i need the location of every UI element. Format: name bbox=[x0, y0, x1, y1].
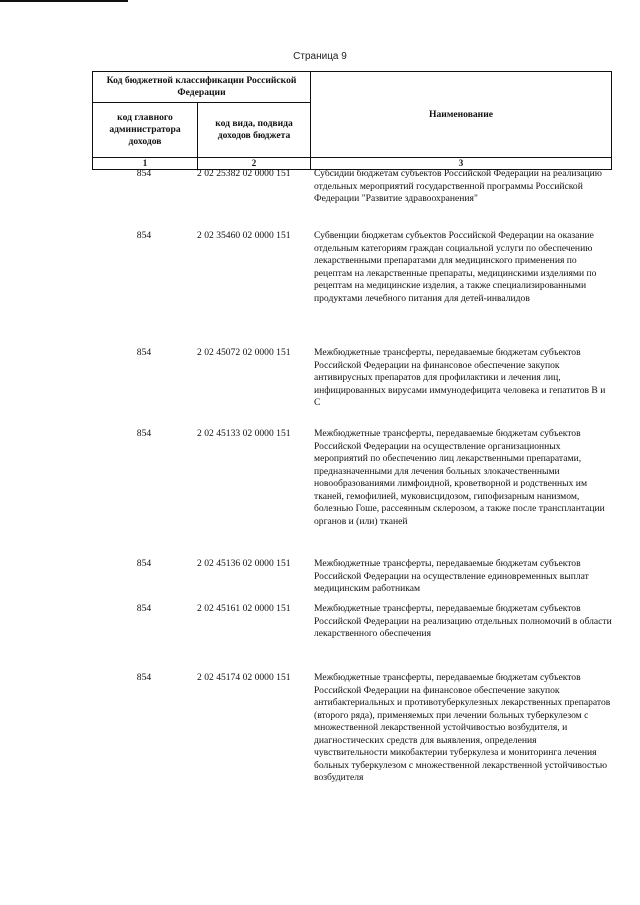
income-code-cell: 2 02 45072 02 0000 151 bbox=[197, 347, 291, 358]
admin-code-cell: 854 bbox=[136, 168, 152, 179]
income-code-cell: 2 02 45161 02 0000 151 bbox=[197, 603, 291, 614]
page-number: Страница 9 bbox=[293, 51, 347, 62]
admin-code-cell: 854 bbox=[136, 428, 152, 439]
income-code-cell: 2 02 25382 02 0000 151 bbox=[197, 168, 291, 179]
income-code-cell: 2 02 45133 02 0000 151 bbox=[197, 428, 291, 439]
header-col-admin-code: код главного администратора доходов bbox=[93, 103, 198, 158]
name-cell: Субсидии бюджетам субъектов Российской Федерации на реализацию отдельных мероприятий государственной программы Российской Федерации "Развитие здравоохранения" bbox=[314, 168, 602, 204]
admin-code-cell: 854 bbox=[136, 347, 152, 358]
header-col-name: Наименование bbox=[311, 72, 612, 158]
header-col-number-2: 2 bbox=[198, 158, 311, 170]
name-cell: Межбюджетные трансферты, передаваемые бюджетам субъектов Российской Федерации на финансовое обеспечение закупок антибактериальных и противотуберкулезных лекарственных препаратов (второго ряда), применяемых при лечении больных туберкулезом с множественной лекарственной устойчивостью возбудителя, и диагностических средств для выявления, определения чувствительности микобактерии туберкулеза и мониторинга лечения больных туберкулезом с множественной лекарственной устойчивостью возбудителя bbox=[314, 672, 611, 783]
income-code-cell: 2 02 35460 02 0000 151 bbox=[197, 230, 291, 241]
name-cell: Субвенции бюджетам субъектов Российской Федерации на оказание отдельным категориям граждан социальной услуги по обеспечению лекарственными препаратами для медицинского применения по рецептам на лекарственные препараты, медицинскими изделиями по рецептам на медицинские изделия, а также специализированными продуктами лечебного питания для детей-инвалидов bbox=[314, 230, 597, 304]
name-cell: Межбюджетные трансферты, передаваемые бюджетам субъектов Российской Федерации на реализацию отдельных полномочий в области лекарственного обеспечения bbox=[314, 603, 612, 639]
name-cell: Межбюджетные трансферты, передаваемые бюджетам субъектов Российской Федерации на осуществление организационных мероприятий по обеспечению лиц лекарственными препаратами, предназначенными для лечения больных злокачественными новообразованиями лимфоидной, кроветворной и родственных им тканей, гемофилией, муковисцидозом, гипофизарным нанизмом, болезнью Гоше, рассеянным склерозом, а также после трансплантации органов и (или) тканей bbox=[314, 428, 605, 527]
admin-code-cell: 854 bbox=[136, 558, 152, 569]
income-code-cell: 2 02 45174 02 0000 151 bbox=[197, 672, 291, 683]
admin-code-cell: 854 bbox=[136, 603, 152, 614]
header-group-title: Код бюджетной классификации Российской Федерации bbox=[93, 72, 311, 103]
name-cell: Межбюджетные трансферты, передаваемые бюджетам субъектов Российской Федерации на финансовое обеспечение закупок антивирусных препаратов для профилактики и лечения лиц, инфицированных вирусами иммунодефицита человека и гепатитов В и С bbox=[314, 347, 606, 408]
header-col-income-code: код вида, подвида доходов бюджета bbox=[198, 103, 311, 158]
header-col-number-1: 1 bbox=[93, 158, 198, 170]
income-code-cell: 2 02 45136 02 0000 151 bbox=[197, 558, 291, 569]
admin-code-cell: 854 bbox=[136, 672, 152, 683]
admin-code-cell: 854 bbox=[136, 230, 152, 241]
header-col-number-3: 3 bbox=[311, 158, 612, 170]
name-cell: Межбюджетные трансферты, передаваемые бюджетам субъектов Российской Федерации на осуществление единовременных выплат медицинским работникам bbox=[314, 558, 589, 594]
